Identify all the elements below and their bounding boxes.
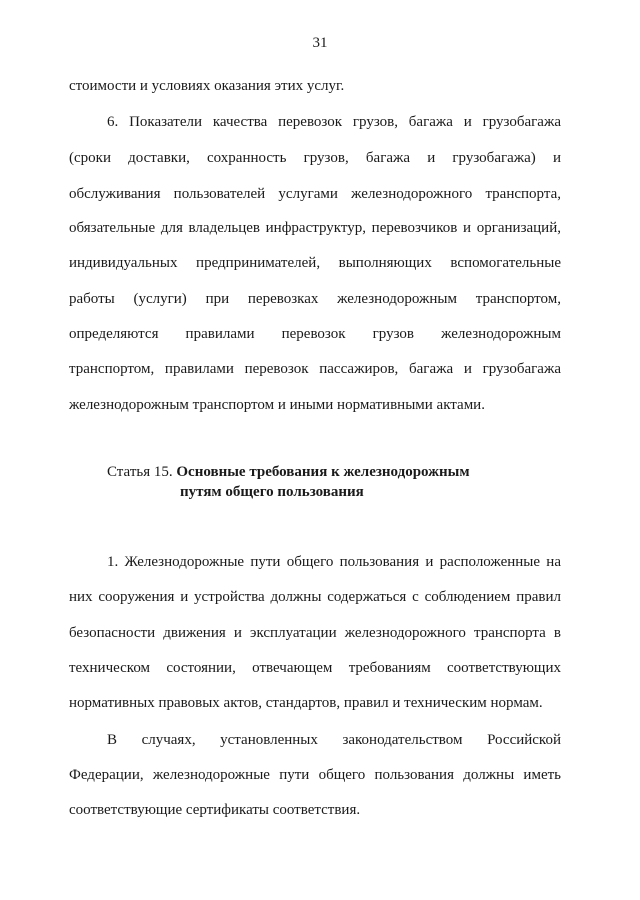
paragraph-6-line-2: (сроки доставки, сохранность грузов, багажа и грузобагажа) и [69, 150, 561, 166]
article-number: Статья 15. [107, 464, 173, 480]
paragraph-1-line-5: нормативных правовых актов, стандартов, правил и техническим нормам. [69, 695, 543, 711]
paragraph-6-line-4: обязательные для владельцев инфраструктур, перевозчиков и организаций, [69, 220, 561, 236]
paragraph-6-line-7: определяются правилами перевозок грузов железнодорожным [69, 326, 561, 342]
paragraph-6-line-3: обслуживания пользователей услугами железнодорожного транспорта, [69, 186, 561, 202]
paragraph-continuation-line: стоимости и условиях оказания этих услуг. [69, 78, 345, 94]
paragraph-1-line-1: 1. Железнодорожные пути общего пользования и расположенные на [107, 554, 561, 570]
paragraph-6-line-1: 6. Показатели качества перевозок грузов, багажа и грузобагажа [107, 114, 561, 130]
paragraph-1-line-2: них сооружения и устройства должны содержаться с соблюдением правил [69, 589, 561, 605]
paragraph-6-line-8: транспортом, правилами перевозок пассажиров, багажа и грузобагажа [69, 361, 561, 377]
paragraph-2-line-2: Федерации, железнодорожные пути общего пользования должны иметь [69, 767, 561, 783]
paragraph-2-line-1: В случаях, установленных законодательством Российской [107, 732, 561, 748]
article-heading-line-1 [107, 462, 470, 482]
page-number: 31 [312, 35, 328, 51]
paragraph-1-line-3: безопасности движения и эксплуатации железнодорожного транспорта в [69, 625, 561, 641]
article-title-part-1: Основные требования к железнодорожным [176, 464, 470, 480]
paragraph-6-line-9: железнодорожным транспортом и иными нормативными актами. [69, 397, 485, 413]
paragraph-1-line-4: техническом состоянии, отвечающем требованиям соответствующих [69, 660, 561, 676]
paragraph-2-line-3: соответствующие сертификаты соответствия. [69, 802, 361, 818]
article-title-part-2: путям общего пользования [180, 484, 364, 500]
paragraph-6-line-5: индивидуальных предпринимателей, выполняющих вспомогательные [69, 255, 561, 271]
paragraph-6-line-6: работы (услуги) при перевозках железнодорожным транспортом, [69, 291, 561, 307]
article-heading-line-2 [180, 482, 364, 502]
